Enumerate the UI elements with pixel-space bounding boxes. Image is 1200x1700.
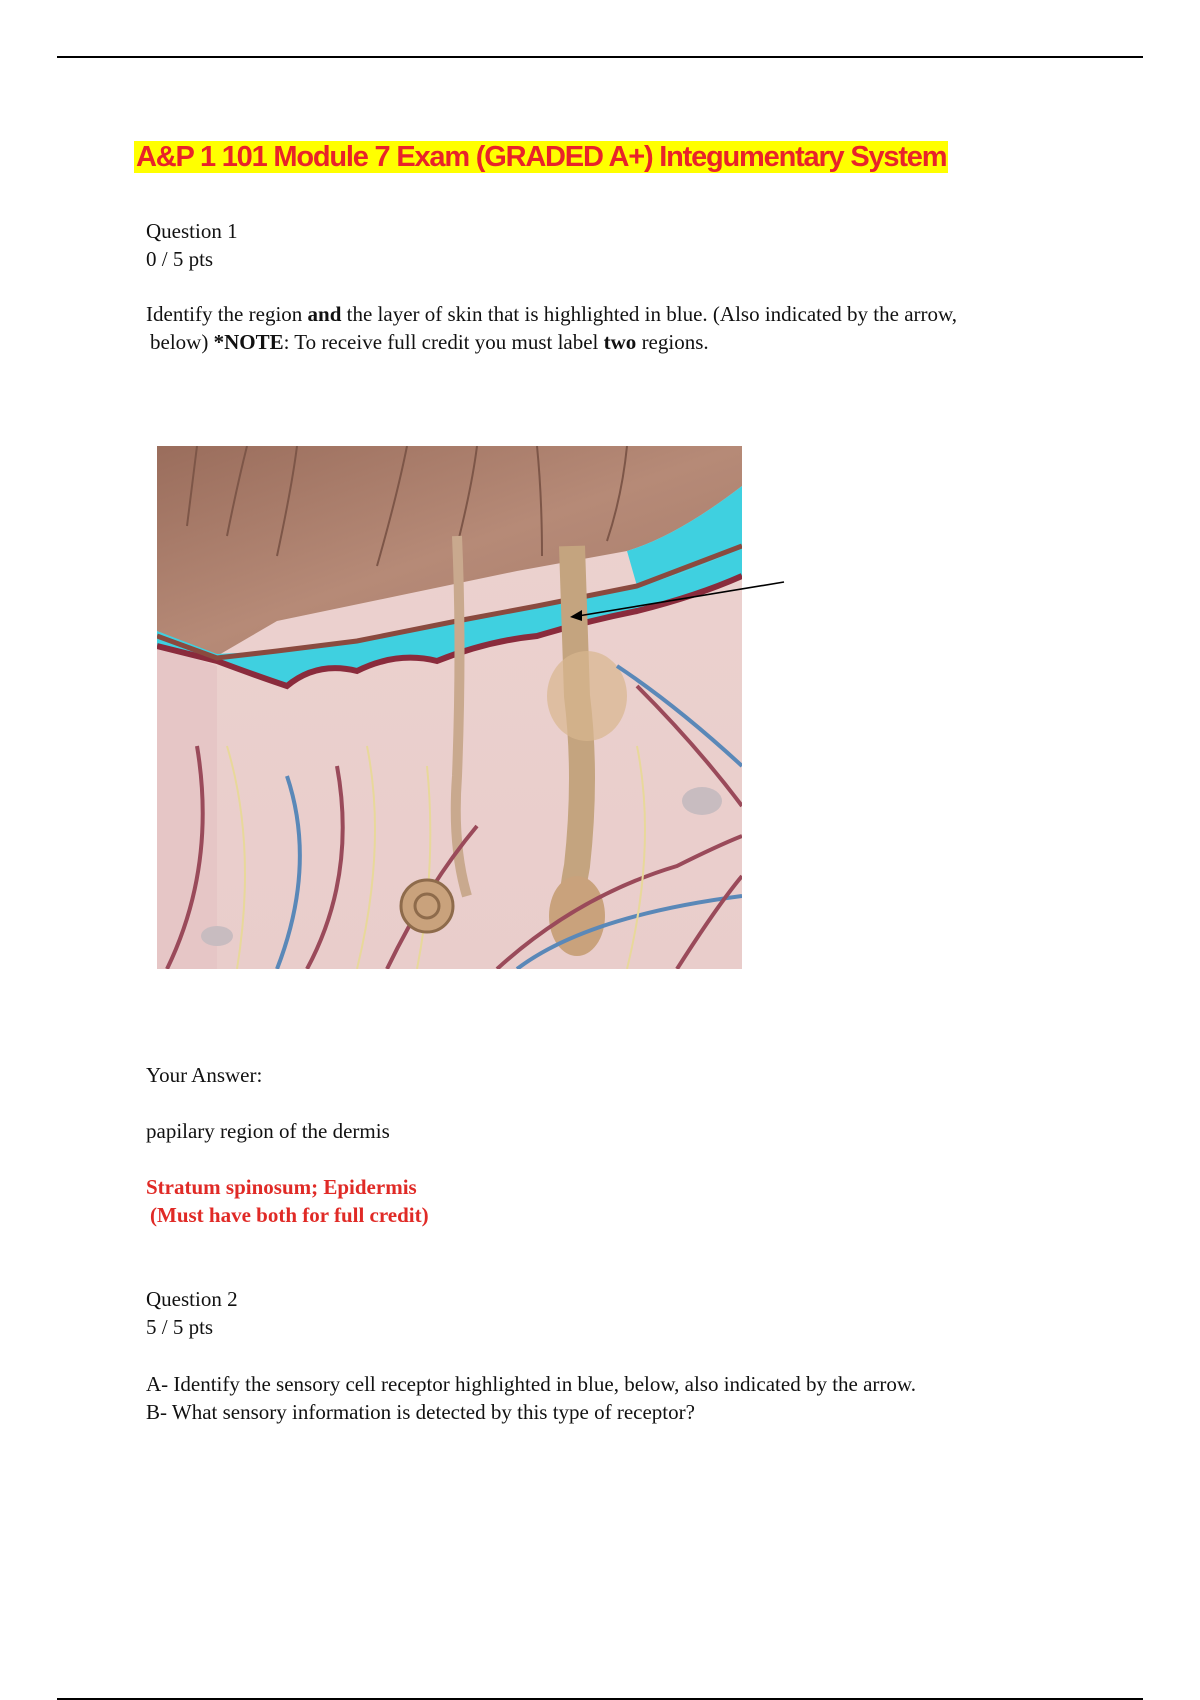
pointer-arrow-icon	[560, 570, 790, 630]
question-2-prompt-line-1: A- Identify the sensory cell receptor highlighted in blue, below, also indicated by the arrow.	[146, 1372, 916, 1396]
your-answer-text: papilary region of the dermis	[146, 1119, 390, 1143]
question-1-points: 0 / 5 pts	[146, 247, 214, 271]
question-1-prompt-line-2: below) *NOTE: To receive full credit you must label two regions.	[150, 330, 709, 354]
correct-answer-line-2: (Must have both for full credit)	[150, 1203, 429, 1227]
question-2-number: Question 2	[146, 1287, 238, 1311]
question-1-number: Question 1	[146, 219, 238, 243]
document-title: A&P 1 101 Module 7 Exam (GRADED A+) Integumentary System	[136, 141, 947, 173]
question-2-points: 5 / 5 pts	[146, 1315, 214, 1339]
skin-cross-section-image	[157, 446, 742, 969]
your-answer-label: Your Answer:	[146, 1063, 263, 1087]
correct-answer-line-1: Stratum spinosum; Epidermis	[146, 1175, 417, 1199]
top-rule	[57, 56, 1143, 58]
question-2-prompt-line-2: B- What sensory information is detected by this type of receptor?	[146, 1400, 695, 1424]
question-1-prompt-line-1: Identify the region and the layer of skin that is highlighted in blue. (Also indicated by the arrow,	[146, 302, 958, 326]
